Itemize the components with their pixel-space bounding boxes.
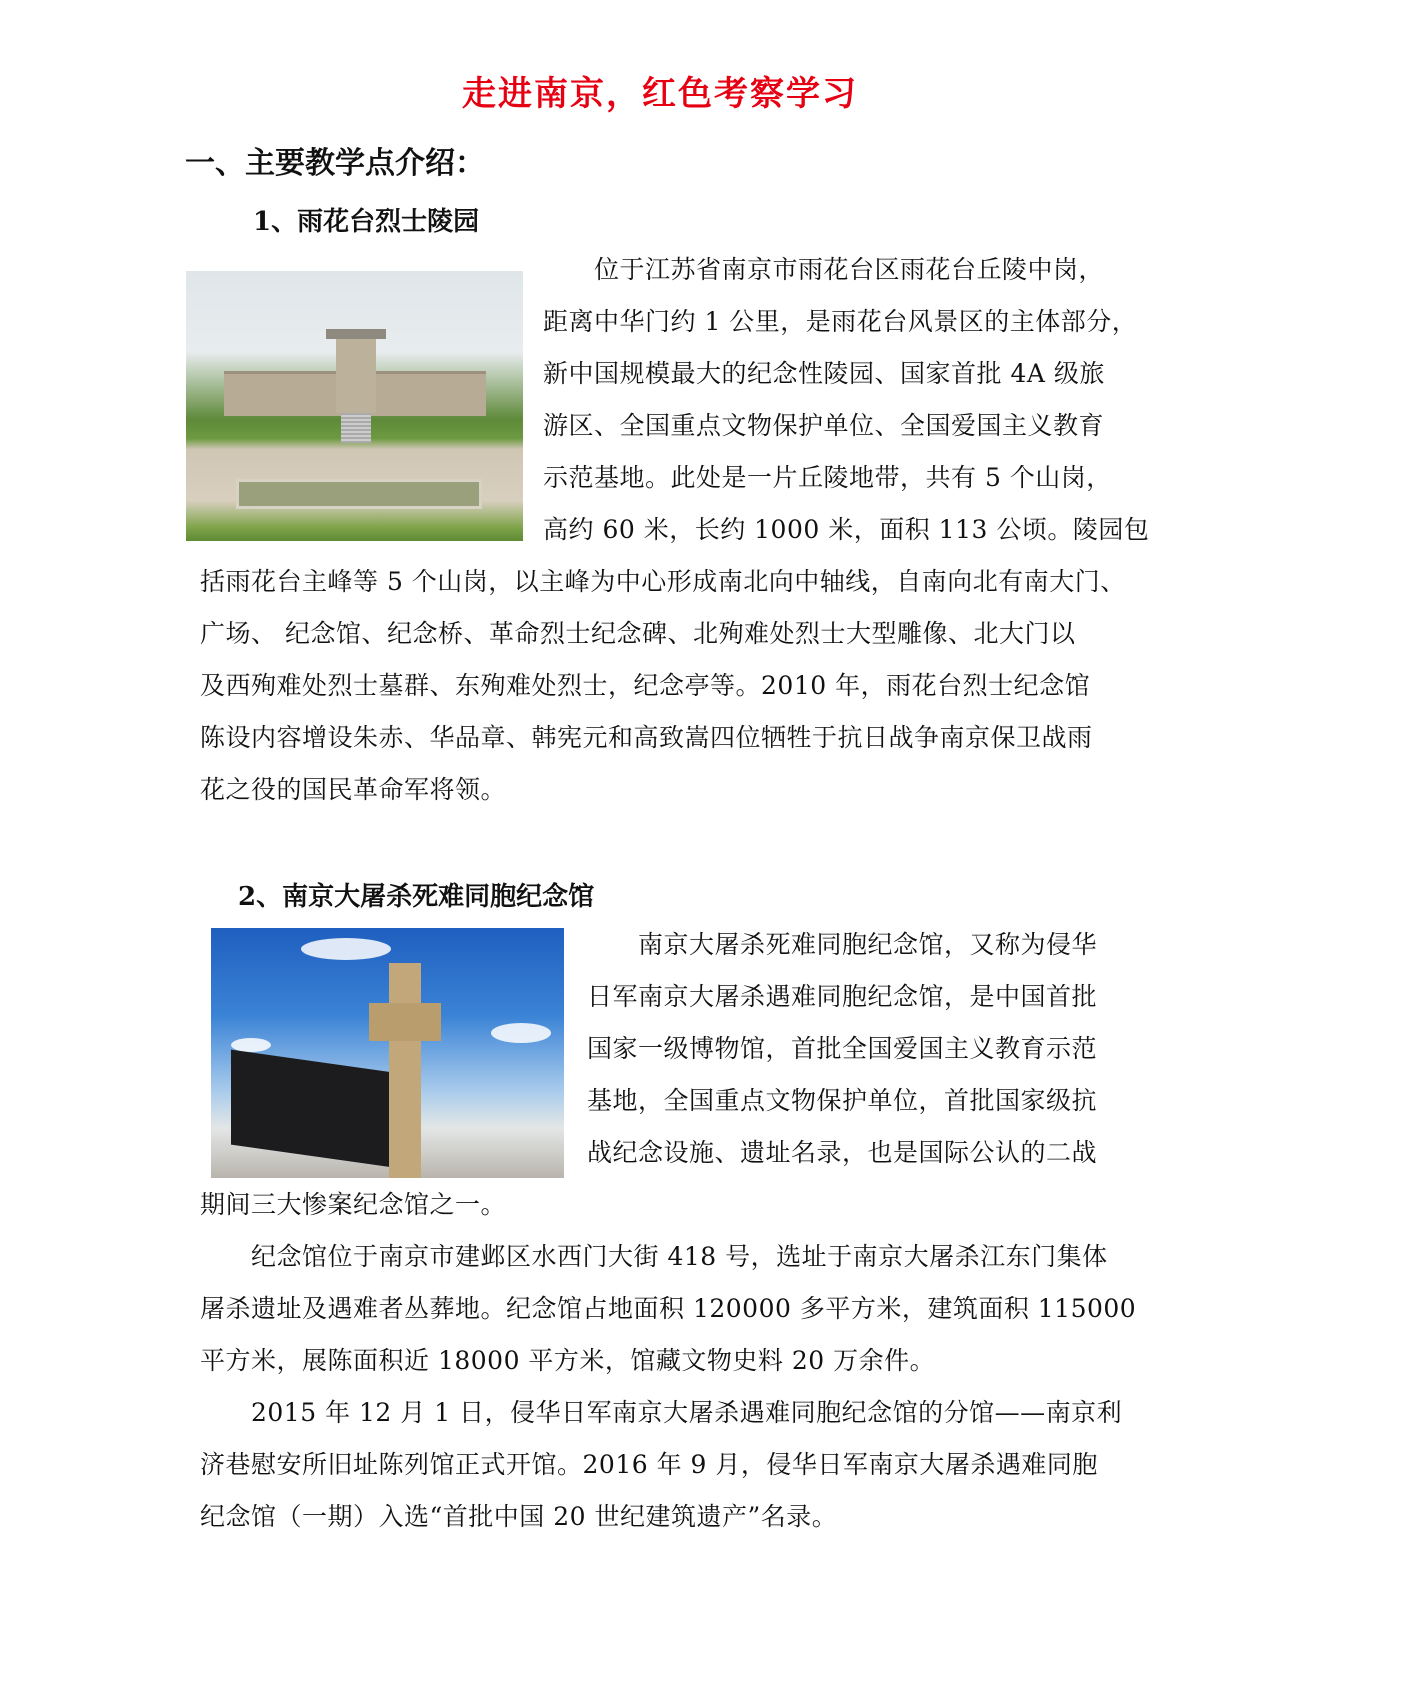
text-line: 纪念馆位于南京市建邺区水西门大街 418 号，选址于南京大屠杀江东门集体 [200, 1242, 1108, 1271]
text-line: 陈设内容增设朱赤、华品章、韩宪元和高致嵩四位牺牲于抗日战争南京保卫战雨 [200, 723, 1093, 752]
section-heading: 一、主要教学点介绍： [185, 146, 485, 181]
text-line: 期间三大惨案纪念馆之一。 [200, 1190, 507, 1219]
text-line: 示范基地。此处是一片丘陵地带，共有 5 个山岗， [543, 463, 1112, 492]
document-title: 走进南京，红色考察学习 [462, 74, 858, 114]
site-1-side-text [543, 244, 1149, 556]
site-2-full-text [200, 1179, 1136, 1543]
text-line: 日军南京大屠杀遇难同胞纪念馆，是中国首批 [587, 982, 1098, 1011]
text-line: 2015 年 12 月 1 日，侵华日军南京大屠杀遇难同胞纪念馆的分馆——南京利 [200, 1398, 1123, 1427]
text-line: 基地，全国重点文物保护单位，首批国家级抗 [587, 1086, 1098, 1115]
text-line: 纪念馆（一期）入选“首批中国 20 世纪建筑遗产”名录。 [200, 1502, 838, 1531]
text-line: 高约 60 米，长约 1000 米，面积 113 公顷。陵园包 [543, 515, 1150, 544]
site-1-full-text [200, 556, 1126, 816]
text-line: 济巷慰安所旧址陈列馆正式开馆。2016 年 9 月，侵华日军南京大屠杀遇难同胞 [200, 1450, 1098, 1479]
site-2-side-text [587, 919, 1097, 1179]
text-line: 平方米，展陈面积近 18000 平方米，馆藏文物史料 20 万余件。 [200, 1346, 936, 1375]
text-line: 及西殉难处烈士墓群、东殉难处烈士，纪念亭等。2010 年，雨花台烈士纪念馆 [200, 671, 1091, 700]
text-line: 南京大屠杀死难同胞纪念馆，又称为侵华 [587, 930, 1098, 959]
text-line: 距离中华门约 1 公里，是雨花台风景区的主体部分， [543, 307, 1138, 336]
text-line: 屠杀遗址及遇难者丛葬地。纪念馆占地面积 120000 多平方米，建筑面积 115000 [200, 1294, 1137, 1323]
text-line: 游区、全国重点文物保护单位、全国爱国主义教育 [543, 411, 1105, 440]
site-heading-yuhuatai: 1、雨花台烈士陵园 [253, 207, 480, 237]
text-line: 国家一级博物馆，首批全国爱国主义教育示范 [587, 1034, 1098, 1063]
site-heading-nanjing-massacre-memorial: 2、南京大屠杀死难同胞纪念馆 [238, 882, 595, 912]
text-line: 广场、 纪念馆、纪念桥、革命烈士纪念碑、北殉难处烈士大型雕像、北大门以 [200, 619, 1076, 648]
text-line: 括雨花台主峰等 5 个山岗，以主峰为中心形成南北向中轴线，自南向北有南大门、 [200, 567, 1126, 596]
nanjing-memorial-photo [211, 928, 564, 1178]
text-line: 位于江苏省南京市雨花台区雨花台丘陵中岗， [543, 255, 1105, 284]
text-line: 战纪念设施、遗址名录，也是国际公认的二战 [587, 1138, 1098, 1167]
text-line: 新中国规模最大的纪念性陵园、国家首批 4A 级旅 [543, 359, 1105, 388]
yuhuatai-memorial-photo [186, 271, 523, 541]
text-line: 花之役的国民革命军将领。 [200, 775, 507, 804]
